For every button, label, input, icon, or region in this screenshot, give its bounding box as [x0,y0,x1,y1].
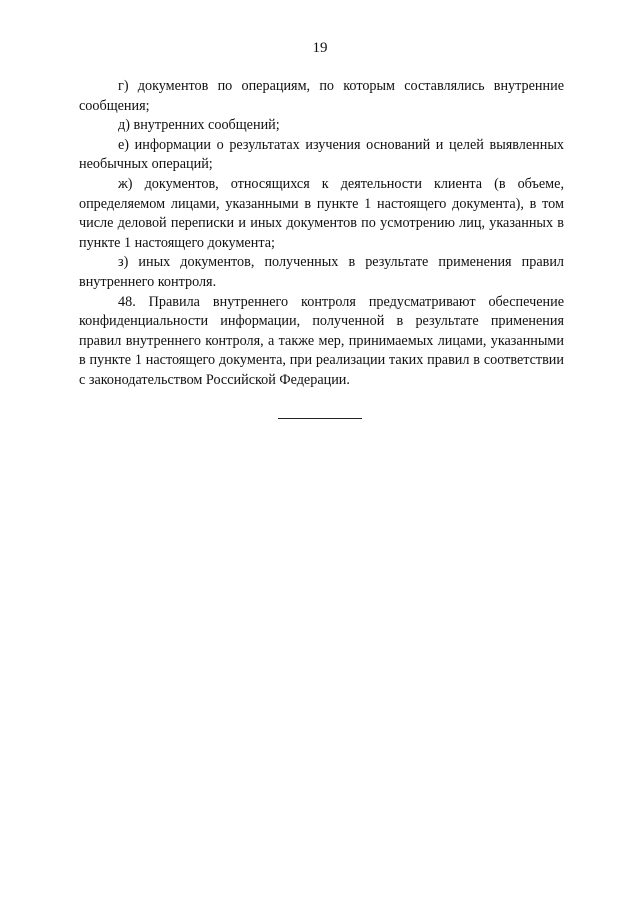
list-item-zh: ж) документов, относящихся к деятельности клиента (в объеме, определяемом лицами, указанными в пункте 1 настоящего документа), в том числе деловой переписки и иных документов по усмотрению лиц, указанных в пункте 1 настоящего документа; [79,175,564,251]
list-item-e: е) информации о результатах изучения оснований и целей выявленных необычных операций; [79,136,564,173]
clause-48: 48. Правила внутреннего контроля предусматривают обеспечение конфиденциальности информации, полученной в результате применения правил внутреннего контроля, а также мер, принимаемых лицами, указанными в пункте 1 настоящего документа, при реализации таких правил в соответствии с законодательством Российской Федерации. [79,293,564,388]
list-item-d: д) внутренних сообщений; [118,117,280,134]
page-number: 19 [312,40,328,56]
list-item-g: г) документов по операциям, по которым составлялись внутренние сообщения; [79,78,564,114]
list-item-z: з) иных документов, полученных в результате применения правил внутреннего контроля. [79,254,564,290]
document-body [79,77,564,391]
closing-divider [278,418,362,419]
